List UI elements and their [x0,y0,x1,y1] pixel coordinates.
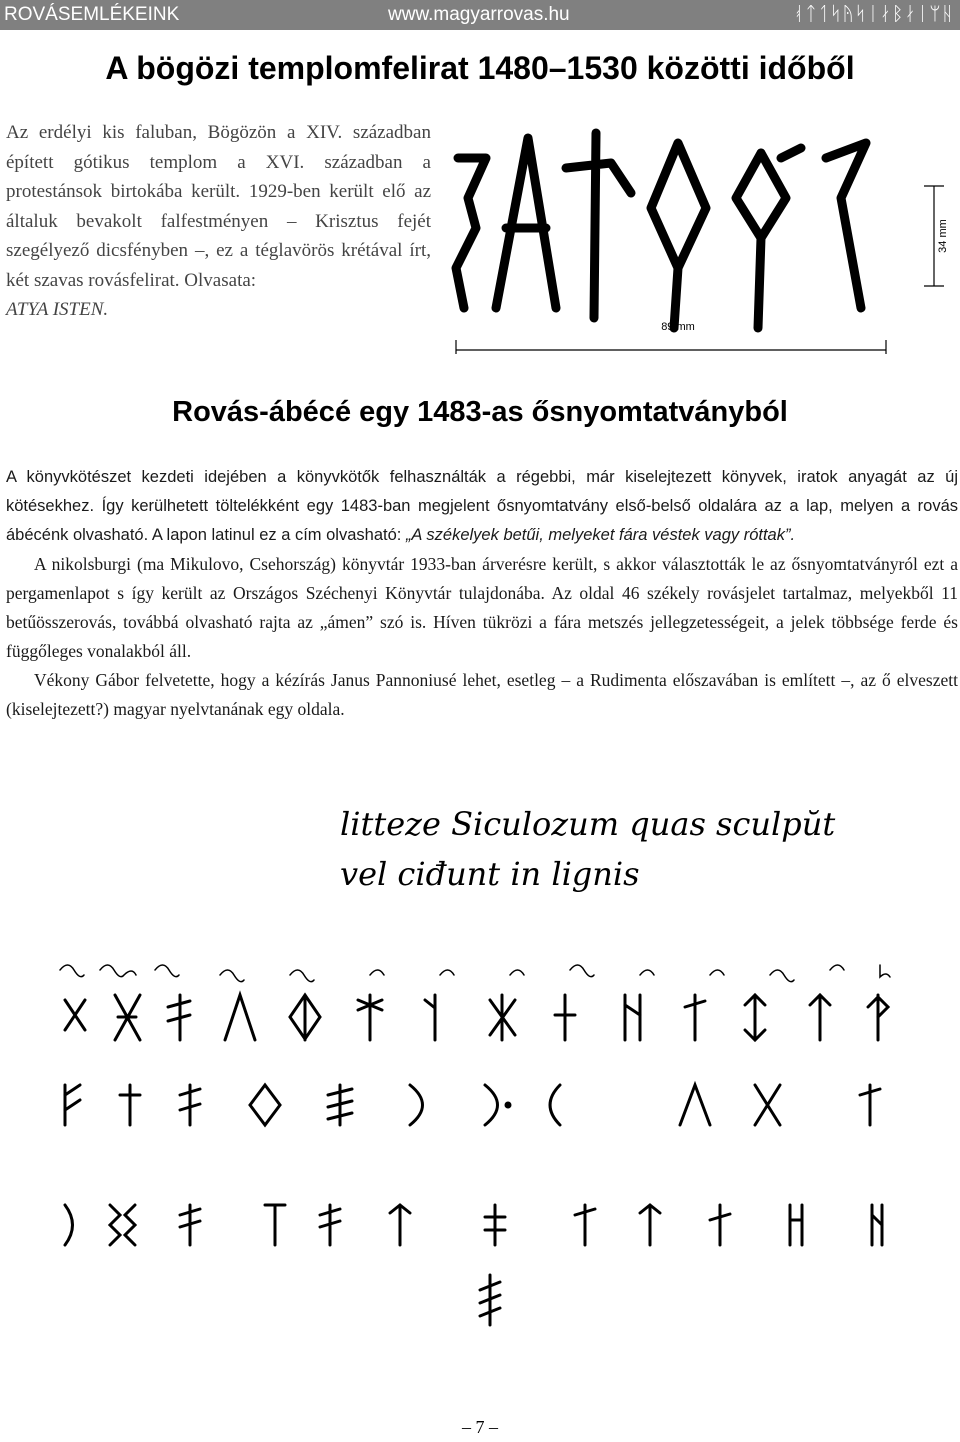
latin-annotation [880,965,890,977]
rune-glyph [625,995,640,1040]
page-number: – 7 – [462,1417,498,1437]
latin-annotation [60,965,84,977]
rune-glyph [550,1085,560,1125]
rune-glyph [480,1275,500,1325]
latin-annotation [290,970,314,982]
rune-glyph [685,995,705,1040]
rune-glyph [320,1205,340,1245]
latin-annotation [100,965,136,977]
rune-glyph [680,1085,710,1125]
rune-glyph [180,1085,200,1125]
rune-glyph [555,995,575,1040]
rune-glyph [810,995,830,1040]
rune-glyph [425,995,435,1040]
rune-glyph [485,1085,498,1125]
rune-glyph [410,1085,423,1125]
latin-title-quote: „A székelyek betűi, melyeket fára véstek vagy róttak”. [405,526,796,544]
rune-dot [506,1103,510,1107]
latin-annotation [770,970,794,982]
page-header [0,0,960,30]
latin-annotation [830,965,844,970]
rune-glyph [115,995,140,1040]
paragraph-1-text: A könyvkötészet kezdeti idejében a könyvkötők felhasználták a régebbi, már kiselejtezett könyvek, iratok anyagát az új kötésekhez. Így kerülhetett töltelékként egy 1483-ban megjelent ősnyomtatvány első-belső oldalára az a lap, melyen a rovás ábécénk olvasható. A lapon latinul ez a cím olvasható: [6,468,958,544]
paragraph-1 [6,463,958,550]
latin-annotation [220,970,244,982]
latin-annotation [570,965,594,977]
rune-glyph [496,138,556,308]
header-website: www.magyarrovas.hu [388,4,570,25]
latin-annotation [640,970,654,975]
section-title-bogoz: A bögözi templomfelirat 1480–1530 közötti időből [105,50,855,86]
rune-glyph [868,995,888,1040]
paragraph-3: Vékony Gábor felvetette, hogy a kézírás Janus Pannoniusé lehet, esetleg – a Rudimenta előszavában is említett –, az ő elveszett (kiselejtezett?) magyar nyelvtanának egy oldala. [6,670,958,719]
rune-glyph [65,1205,73,1245]
height-label: 34 mm [937,219,949,253]
rune-glyph [566,133,631,318]
latin-annotation [440,970,454,975]
rune-glyph [168,995,190,1040]
rune-glyph [490,995,515,1040]
rune-glyph [872,1205,882,1245]
rune-glyph [826,143,866,308]
bogoz-inscription-figure [446,118,956,354]
rune-glyph [485,1205,505,1245]
manuscript-latin-heading [330,790,836,900]
rune-glyph [65,1085,80,1125]
intro-paragraph [6,118,431,325]
rune-glyph [710,1205,730,1245]
rune-glyph [120,1085,140,1125]
rune-glyph [745,995,765,1040]
latin-annotation [510,970,524,975]
latin-annotation [710,970,724,975]
section-title-alphabet: Rovás-ábécé egy 1483-as ősnyomtatványból [172,396,788,428]
rune-glyph [110,1205,135,1245]
rune-glyph [790,1205,802,1245]
rune-glyph [65,1000,85,1030]
rune-glyph [651,143,706,328]
width-label: 89 mm [661,321,695,333]
rune-glyph [640,1205,660,1245]
latin-annotation [370,970,384,975]
header-runic-text: ᚮᛏᛐᛋᚤᛋᛁᛅᛒᛅᛁᛘᚺ [792,4,954,25]
article-body [6,463,958,724]
header-series-title: ROVÁSEMLÉKEINK [4,4,180,25]
rune-glyph [180,1205,200,1245]
inscription-reading: ATYA ISTEN. [6,299,109,320]
rune-glyph [456,158,486,308]
rune-glyph [358,995,382,1040]
manuscript-line-1: litteze Siculozum quas sculpŭt [340,805,836,843]
rune-glyph [265,1205,285,1245]
rune-glyph [290,995,320,1040]
rune-glyph [736,148,801,328]
paragraph-2: A nikolsburgi (ma Mikulovo, Csehország) könyvtár 1933-ban árverésre került, s akkor választották le az ősnyomtatványról ezt a pergamenlapot s így került az Országos Széchenyi Könyvtár tulajdonába. Az oldal 46 székely rovásjelet tartalmaz, melyekből 11 betűösszerovás, továbbá olvasható rajta az „ámen” szó is. Híven tükrözi a fára metszés jellegzetességeit, a jelek többsége ferde és függőleges vonalakból áll. [6,554,958,661]
rune-glyph [860,1085,880,1125]
latin-annotation [155,965,179,977]
rune-glyph [328,1085,352,1125]
runic-alphabet-figure [40,945,930,1385]
rune-glyph [575,1205,595,1245]
rune-glyph [390,1205,410,1245]
manuscript-line-2: vel ciđunt in lignis [340,855,640,893]
rune-glyph [755,1085,780,1125]
rune-glyph [250,1085,280,1125]
rune-glyph [225,995,255,1040]
intro-text: Az erdélyi kis faluban, Bögözön a XIV. században épített gótikus templom a XVI. században a protestánsok birtokába került. 1929-ben került elő az általuk bevakolt falfestményen – Krisztus fejét szegélyező dicsfényben –, ez a téglavörös krétával írt, két szavas rovásfelirat. Olvasata: [6,122,431,291]
